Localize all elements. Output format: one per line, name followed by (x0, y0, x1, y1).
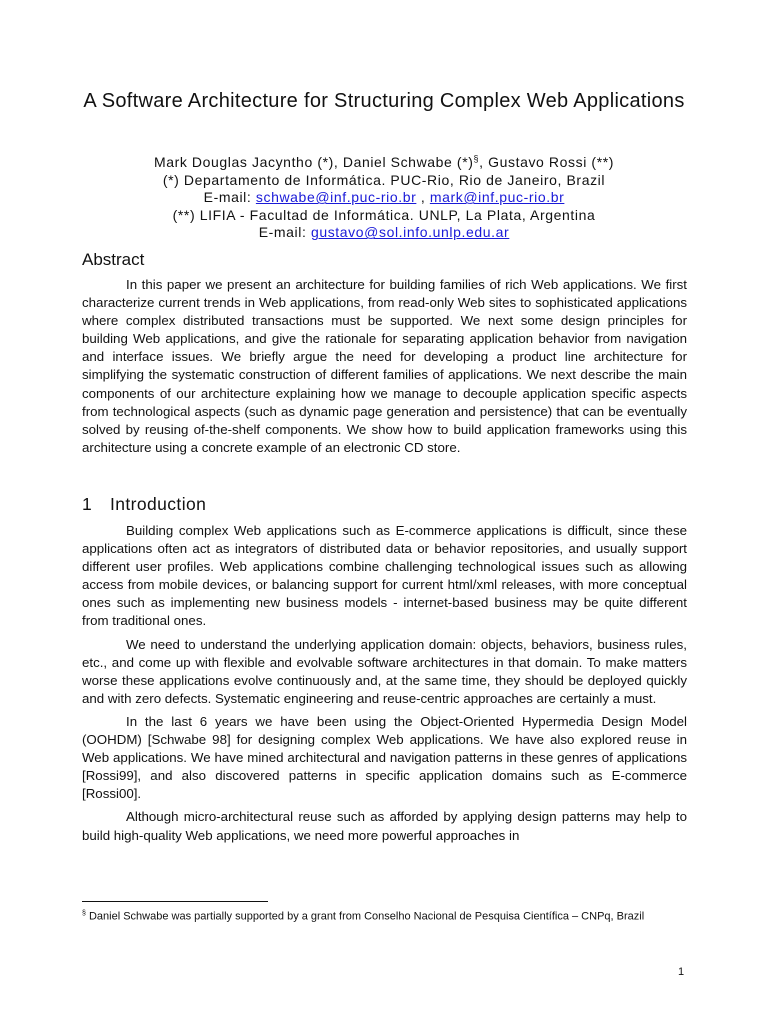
section-number: 1 (82, 494, 93, 514)
author-names: Mark Douglas Jacyntho (*), Daniel Schwabe (*) (153, 154, 474, 170)
section-heading-introduction (82, 494, 206, 515)
abstract-text: In this paper we present an architecture for building families of rich Web applications. We first characterize current trends in Web applications, from read-only Web sites to sophisticated applications where complex distributed transactions must be supported. We next some design principles for building Web applications, and give the rationale for separating application behavior from navigation and interface issues. We briefly argue the need for developing a product line architecture for simplifying the systematic construction of different families of applications. We next describe the main components of our architecture explaining how we manage to decouple application specific aspects from technological aspects (such as dynamic page generation and persistence) that can be eventually solved by reusing of-the-shelf components. We show how to build application frameworks using this architecture using a concrete example of an electronic CD store. (82, 277, 687, 455)
footnote-marker: § (82, 910, 86, 917)
email-link-gustavo[interactable]: gustavo@sol.info.unlp.edu.ar (310, 224, 510, 241)
author-line (60, 154, 708, 172)
email-line-2 (60, 224, 708, 242)
email-label: E-mail: (203, 189, 256, 206)
email-link-schwabe[interactable]: schwabe@inf.puc-rio.br (255, 189, 417, 206)
footnote (82, 906, 687, 925)
abstract-heading: Abstract (82, 250, 145, 269)
affiliation-1: (*) Departamento de Informática. PUC-Rio, Rio de Janeiro, Brazil (162, 171, 606, 188)
paper-title: A Software Architecture for Structuring Complex Web Applications (83, 90, 685, 112)
section-title: Introduction (110, 494, 207, 514)
email-separator: , (416, 189, 430, 206)
email-line-1 (60, 189, 708, 207)
paragraph: Building complex Web applications such as E-commerce applications is difficult, since these applications often act as integrators of distributed data or behavior repositories, and usually support different user profiles. Web applications combine challenging technological issues such as allowing access from mobile devices, or balancing support for current html/xml releases, with more conceptual ones such as implementing new business models - internet-based business may be quite different from traditional ones. (82, 523, 687, 629)
footnote-text: Daniel Schwabe was partially supported by a grant from Conselho Nacional de Pesquisa Científica – CNPq, Brazil (85, 910, 645, 923)
author-block (60, 154, 708, 242)
author-names-rest: , Gustavo Rossi (**) (479, 154, 615, 170)
paragraph: We need to understand the underlying application domain: objects, behaviors, business rules, etc., and come up with flexible and evolvable software architectures in that domain. To make matters worse these applications evolve continuously and, at the same time, they should be deployed quickly and with zero defects. Systematic engineering and reuse-centric approaches are certainly a must. (82, 636, 687, 706)
page-number: 1 (678, 966, 685, 978)
footnote-marker: § (473, 153, 480, 164)
paragraph: In the last 6 years we have been using the Object-Oriented Hypermedia Design Model (OOHDM) [Schwabe 98] for designing complex Web applications. We have also explored reuse in Web applications. We have mined architectural and navigation patterns in these genres of applications [Rossi99], and also discovered patterns in specific application domains such as E-commerce [Rossi00]. (82, 713, 687, 802)
paragraph: Although micro-architectural reuse such as afforded by applying design patterns may help to build high-quality Web applications, we need more powerful approaches in (82, 809, 687, 843)
email-link-mark[interactable]: mark@inf.puc-rio.br (429, 189, 565, 206)
affiliation-2: (**) LIFIA - Facultad de Informática. UNLP, La Plata, Argentina (172, 206, 596, 223)
introduction-body (82, 522, 687, 850)
email-label: E-mail: (258, 224, 311, 241)
footnote-divider (82, 901, 268, 902)
